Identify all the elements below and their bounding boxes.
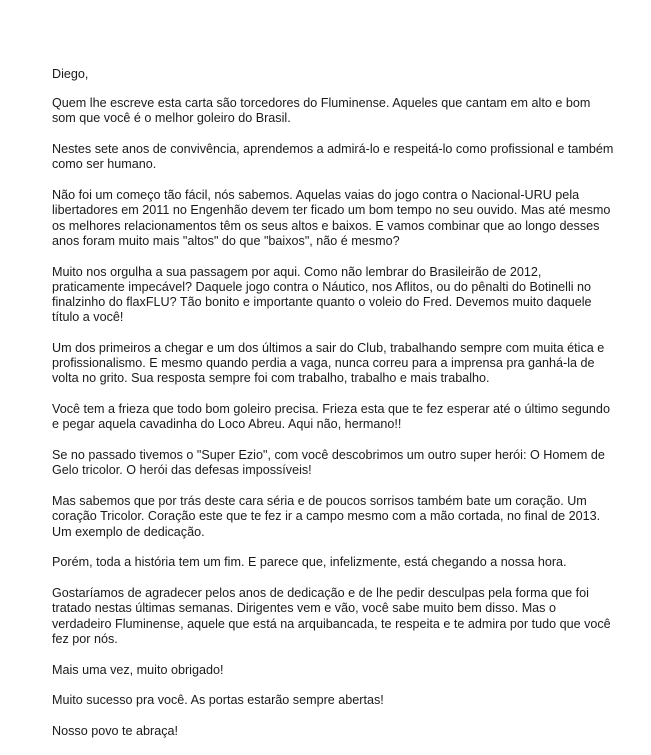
paragraph: Mas sabemos que por trás deste cara séria e de poucos sorrisos também bate um coração. Um coração Tricolor. Coração este que te fez ir a campo mesmo com a mão cortada, no final de 2013. Um exemplo de dedicação. — [52, 494, 601, 539]
paragraph: Muito sucesso pra você. As portas estarão sempre abertas! — [52, 693, 384, 708]
paragraph: Porém, toda a história tem um fim. E parece que, infelizmente, está chegando a nossa hora. — [52, 555, 567, 570]
letter-closing: Nosso povo te abraça! — [52, 724, 179, 739]
paragraph: Se no passado tivemos o "Super Ezio", com você descobrimos um outro super herói: O Homem de Gelo tricolor. O herói das defesas impossíveis! — [52, 448, 605, 478]
paragraph: Quem lhe escreve esta carta são torcedores do Fluminense. Aqueles que cantam em alto e bom som que você é o melhor goleiro do Brasil. — [52, 96, 591, 126]
letter-greeting: Diego, — [52, 67, 89, 81]
paragraph: Não foi um começo tão fácil, nós sabemos. Aquelas vaias do jogo contra o Nacional-URU pela libertadores em 2011 no Engenhão devem ter ficado um bom tempo no seu ouvido. Mas até mesmo os melhores relacionamentos têm os seus altos e baixos. E vamos combinar que ao longo desses anos foram muito mais "altos" do que "baixos", não é mesmo? — [52, 188, 611, 248]
letter-body — [52, 67, 632, 755]
paragraph: Gostaríamos de agradecer pelos anos de dedicação e de lhe pedir desculpas pela forma que foi tratado nestas últimas semanas. Dirigentes vem e vão, você sabe muito bem disso. Mas o verdadeiro Fluminense, aquele que está na arquibancada, te respeita e te admira por tudo que você fez por nós. — [52, 586, 611, 646]
paragraph: Nestes sete anos de convivência, aprendemos a admirá-lo e respeitá-lo como profissional e também como ser humano. — [52, 142, 614, 172]
paragraph: Você tem a frieza que todo bom goleiro precisa. Frieza esta que te fez esperar até o último segundo e pegar aquela cavadinha do Loco Abreu. Aqui não, hermano!! — [52, 402, 610, 432]
paragraph: Um dos primeiros a chegar e um dos últimos a sair do Club, trabalhando sempre com muita ética e profissionalismo. E mesmo quando perdia a vaga, nunca correu para a imprensa pra ganhá-la de volta no grito. Sua resposta sempre foi com trabalho, trabalho e mais trabalho. — [52, 341, 605, 386]
paragraph: Mais uma vez, muito obrigado! — [52, 662, 224, 677]
paragraph: Muito nos orgulha a sua passagem por aqui. Como não lembrar do Brasileirão de 2012, praticamente impecável? Daquele jogo contra o Náutico, nos Aflitos, ou do pênalti do Botinelli no finalzinho do flaxFLU? Tão bonito e importante quanto o voleio do Fred. Devemos muito daquele título a você! — [52, 264, 592, 325]
